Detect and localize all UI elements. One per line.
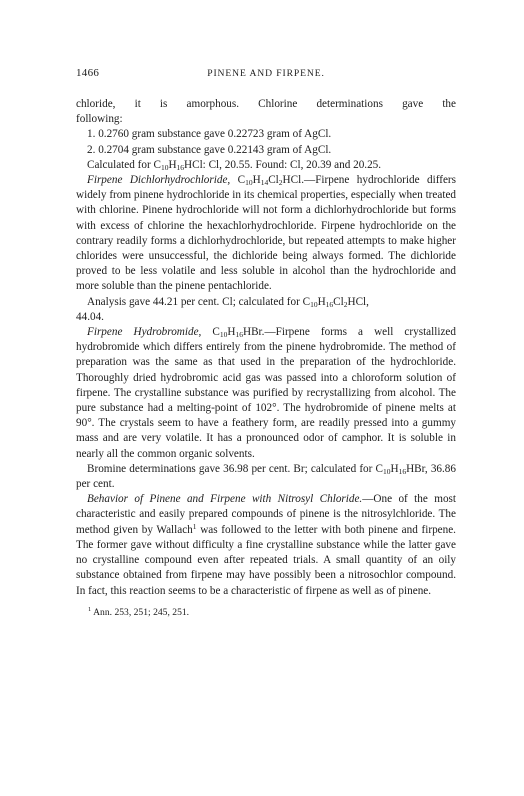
dichlor-formula-hcl: HCl. (282, 174, 304, 187)
hbr-h: H (227, 326, 236, 339)
dichlor-formula-h: H (252, 174, 261, 187)
dichlor-formula-c: C (237, 174, 246, 187)
nitrosyl-text-1: —One of the most characteristic and easily prepared compounds of pinene is the nitrosylchloride. The method given by Wallach (76, 493, 456, 536)
paragraph-intro-line-2: following: (76, 113, 123, 126)
hbr-br: HBr. (242, 326, 265, 339)
paragraph-analysis (76, 295, 456, 325)
running-head: PINENE AND FIRPENE. (207, 68, 325, 79)
list-item-2: 2. 0.2704 gram substance gave 0.22143 gram of AgCl. (87, 143, 332, 156)
dichlor-formula-s1: 10 (245, 178, 253, 188)
page (76, 66, 456, 628)
paragraph-dichlorhydrochloride (76, 173, 456, 295)
page-number: 1466 (76, 67, 100, 79)
analysis-h: H (317, 295, 326, 308)
dichlor-title: Firpene Dichlorhydrochloride, (87, 174, 231, 187)
calc-h: H (168, 158, 177, 171)
nitrosyl-title: Behavior of Pinene and Firpene with Nitrosyl Chloride. (87, 493, 363, 506)
calculation-line (76, 158, 456, 173)
analysis-cl: Cl (333, 295, 344, 308)
analysis-post: HCl, (347, 295, 369, 308)
hbr-s2: 16 (235, 330, 243, 340)
calc-sub-2: 16 (176, 162, 185, 172)
dichlor-formula-cl: Cl (268, 174, 279, 187)
list-item-1: 1. 0.2760 gram substance gave 0.22723 gram of AgCl. (87, 128, 332, 141)
nitrosyl-text-2: was followed to the letter with both pinene and firpene. The former gave without difficulty a fine crystalline substance while the latter gave no crystalline compound even after repeated trials. A small quantity of an oily substance obtained from firpene may have possibly been a nitrosochlor compound. In fact, this reaction seems to be a characteristic of firpene as well as of pinene. (76, 523, 456, 597)
dichlor-formula-s2: 14 (260, 178, 269, 188)
bromine-line: Bromine determinations gave 36.98 per cent. Br; calculated for (87, 462, 373, 475)
hbr-c: C (212, 326, 220, 339)
page-header (76, 66, 456, 82)
dichlor-formula-s3: 2 (278, 178, 283, 188)
hbr-s1: 10 (219, 330, 228, 340)
hbr-text: —Firpene forms a well crystallized hydrobromide which differs entirely from the pinene hydrobromide. The method of preparation was the same as that used in the preparation of the hydrochloride. Thoroughly dried hydrobromic acid gas was passed into a chloroform solution of firpene. The crystalline substance was purified by recrystallizing from alcohol. The pure substance had a melting-point of 102°. The hydrobromide of pinene melts at 90°. The crystals seem to have a feathery form, are readily pressed into a gummy mass and are very volatile. It has a pronounced odor of camphor. It is soluble in nearly all the common organic solvents. (76, 326, 456, 460)
analysis-pre: Analysis gave 44.21 per cent. Cl; calculated for C (87, 295, 311, 308)
footnote-text: Ann. 253, 251; 245, 251. (93, 606, 190, 618)
paragraph-hydrobromide (76, 325, 456, 462)
hbr-title: Firpene Hydrobromide, (87, 326, 202, 339)
analysis-s3: 2 (343, 299, 348, 309)
dichlor-text: —Firpene hydrochloride differs widely from pinene hydrochloride in its chemical properties, especially when treated with chlorine. Pinene hydrochloride will not form a dichlorhydrochloride but forms with excess of chlorine the hexachlorhydrochloride. Firpene hydrochloride on the contrary readily forms a dichlorhydrochloride, but repeated attempts to make higher chlorides were unsuccessful, the dichloride being always formed. The dichloride proved to be less volatile and less soluble in alcohol than the hydrochloride and more soluble than the pinene pentachloride. (76, 174, 456, 293)
footnote-ref[interactable]: 1 (192, 521, 197, 531)
bromine-s2: 16 (398, 466, 407, 476)
paragraph-nitrosyl (76, 492, 456, 598)
calc-prefix: Calculated for C (87, 158, 161, 171)
footnote-marker: 1 (88, 605, 92, 613)
bromine-s1: 10 (382, 466, 391, 476)
analysis-s1: 10 (310, 299, 318, 309)
calc-suffix: HCl: Cl, 20.55. Found: Cl, 20.39 and 20.25. (184, 158, 382, 171)
footnote (76, 604, 456, 619)
paragraph-intro-line-1: chloride, it is amorphous. Chlorine determinations gave the (76, 98, 456, 110)
analysis-s2: 16 (325, 299, 334, 309)
bromine-h: H (390, 462, 399, 475)
analysis-line-2: 44.04. (76, 310, 104, 323)
paragraph-bromine (76, 462, 456, 492)
calc-sub-1: 10 (160, 162, 169, 172)
bromine-post: HBr, 36.86 per cent. (76, 462, 456, 491)
bromine-c: C (375, 462, 383, 475)
